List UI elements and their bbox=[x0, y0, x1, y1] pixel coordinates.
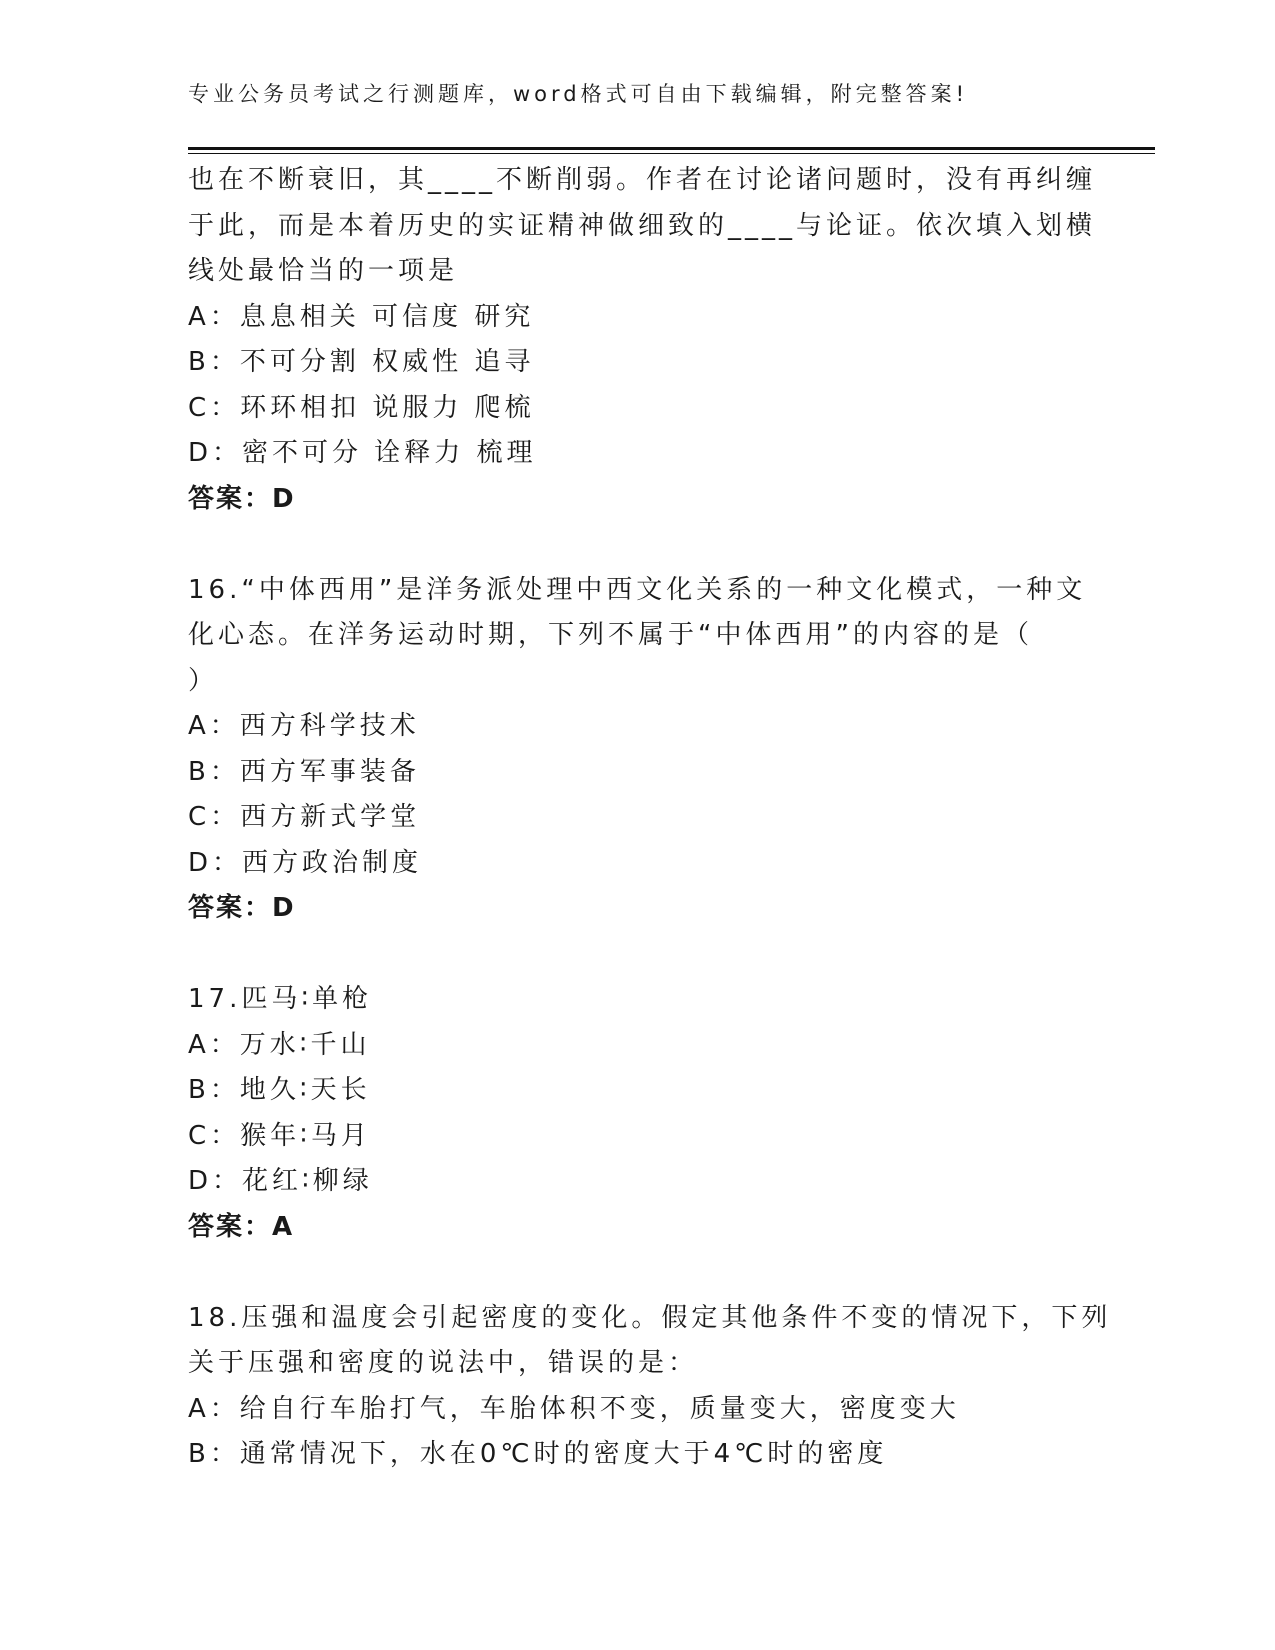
question-16 bbox=[188, 568, 1088, 932]
question-text-line: 16.“中体西用”是洋务派处理中西文化关系的一种文化模式，一种文 bbox=[188, 574, 1087, 605]
option-d: D：密不可分 诠释力 梳理 bbox=[188, 438, 537, 468]
spacer bbox=[188, 1250, 1088, 1296]
question-text-line: 于此，而是本着历史的实证精神做细致的____与论证。依次填入划横 bbox=[188, 210, 1097, 241]
spacer bbox=[188, 522, 1088, 568]
question-text-line: 线处最恰当的一项是 bbox=[188, 256, 459, 286]
option-b: B：地久∶天长 bbox=[188, 1075, 371, 1105]
spacer bbox=[188, 932, 1088, 978]
answer: 答案：D bbox=[188, 483, 296, 514]
option-a: A：给自行车胎打气，车胎体积不变，质量变大，密度变大 bbox=[188, 1393, 960, 1424]
question-text-line: 17.匹马∶单枪 bbox=[188, 984, 373, 1014]
option-c: C：猴年∶马月 bbox=[188, 1120, 371, 1151]
option-a: A：西方科学技术 bbox=[188, 711, 420, 741]
question-text-line: ） bbox=[188, 665, 219, 696]
header-rule-thin bbox=[188, 153, 1155, 154]
option-b: B：西方军事装备 bbox=[188, 756, 420, 787]
question-text-line: 也在不断衰旧，其____不断削弱。作者在讨论诸问题时，没有再纠缠 bbox=[188, 165, 1097, 195]
answer: 答案：A bbox=[188, 1211, 295, 1242]
header-rule-thick bbox=[188, 147, 1155, 150]
document-body bbox=[188, 158, 1112, 1478]
option-c: C：西方新式学堂 bbox=[188, 802, 421, 832]
answer: 答案：D bbox=[188, 893, 296, 923]
question-18 bbox=[188, 1296, 1112, 1478]
option-d: D：西方政治制度 bbox=[188, 847, 423, 878]
option-b: B：不可分割 权威性 追寻 bbox=[188, 347, 535, 377]
question-text-line: 关于压强和密度的说法中，错误的是： bbox=[188, 1348, 699, 1378]
question-text-line: 18.压强和温度会引起密度的变化。假定其他条件不变的情况下，下列 bbox=[188, 1302, 1112, 1333]
page-header: 专业公务员考试之行测题库，word格式可自由下载编辑，附完整答案! bbox=[188, 82, 969, 106]
question-15 bbox=[188, 158, 1097, 522]
question-17 bbox=[188, 977, 1088, 1250]
option-c: C：环环相扣 说服力 爬梳 bbox=[188, 392, 535, 423]
option-b: B：通常情况下，水在0℃时的密度大于4℃时的密度 bbox=[188, 1439, 888, 1469]
option-a: A：万水∶千山 bbox=[188, 1029, 371, 1060]
option-d: D：花红∶柳绿 bbox=[188, 1166, 373, 1196]
option-a: A：息息相关 可信度 研究 bbox=[188, 301, 535, 332]
question-text-line: 化心态。在洋务运动时期，下列不属于“中体西用”的内容的是（ bbox=[188, 620, 1033, 650]
